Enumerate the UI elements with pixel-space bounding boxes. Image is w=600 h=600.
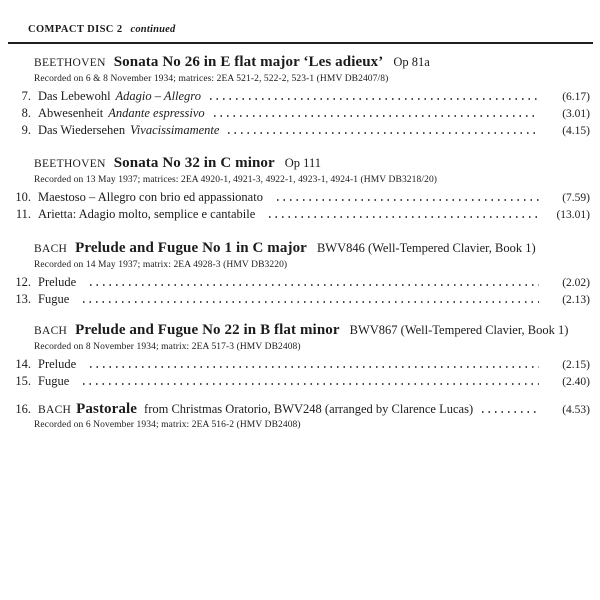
recording-note: Recorded on 6 & 8 November 1934; matrices: 2EA 521-2, 522-2, 523-1 (HMV DB2407/8) xyxy=(34,74,389,84)
work-section-bach-prelude-fugue-1 xyxy=(0,238,600,308)
track-title xyxy=(38,105,205,121)
work-heading xyxy=(34,153,600,174)
disc-header-continued: continued xyxy=(130,24,176,35)
work-section-beethoven-sonata-32 xyxy=(0,153,600,223)
composer-name: BACH xyxy=(34,243,68,255)
track-title-text: Fugue xyxy=(38,374,70,388)
dot-leader xyxy=(277,199,539,201)
track-title-text: Arietta: Adagio molto, semplice e cantabile xyxy=(38,207,256,221)
track-row xyxy=(0,373,590,390)
work-heading xyxy=(34,320,600,341)
track-row xyxy=(0,189,590,206)
track-title xyxy=(38,189,268,205)
work-title: Sonata No 26 in E flat major ‘Les adieux’ xyxy=(113,54,384,70)
work-catalog-number: BWV846 (Well-Tempered Clavier, Book 1) xyxy=(316,241,536,255)
track-row xyxy=(0,206,590,223)
track-title xyxy=(38,206,260,222)
work-title: Sonata No 32 in C minor xyxy=(113,155,275,171)
work-subtitle: from Christmas Oratorio, BWV248 (arranged by Clarence Lucas) xyxy=(144,402,474,416)
dot-leader xyxy=(90,284,539,286)
track-number: 16. xyxy=(15,402,31,416)
work-catalog-number: Op 111 xyxy=(284,156,322,170)
track-title xyxy=(38,400,473,420)
work-section-bach-prelude-fugue-22 xyxy=(0,320,600,390)
recording-note: Recorded on 14 May 1937; matrix: 2EA 4928-3 (HMV DB3220) xyxy=(34,260,288,270)
work-catalog-number: Op 81a xyxy=(393,55,430,69)
track-number: 8. xyxy=(21,106,31,120)
track-title-text: Das Lebewohl xyxy=(38,89,111,103)
dot-leader xyxy=(269,216,539,218)
track-duration: (4.15) xyxy=(562,125,590,137)
work-heading xyxy=(34,52,600,73)
track-duration: (2.40) xyxy=(562,376,590,388)
track-duration: (7.59) xyxy=(562,192,590,204)
track-number: 7. xyxy=(21,89,31,103)
composer-name: BEETHOVEN xyxy=(34,57,106,69)
track-tempo: Adagio – Allegro xyxy=(115,89,201,103)
dot-leader xyxy=(83,301,539,303)
track-number: 10. xyxy=(15,190,31,204)
work-section-beethoven-sonata-26 xyxy=(0,52,600,139)
track-title xyxy=(38,122,219,138)
track-number: 15. xyxy=(15,374,31,388)
track-row xyxy=(0,274,590,291)
dot-leader xyxy=(214,115,539,117)
track-tempo: Andante espressivo xyxy=(108,106,205,120)
dot-leader xyxy=(482,411,539,413)
track-row xyxy=(0,356,590,373)
track-title-text: Maestoso – Allegro con brio ed appassionato xyxy=(38,190,263,204)
page-header xyxy=(28,24,600,36)
track-duration: (6.17) xyxy=(562,91,590,103)
track-number: 14. xyxy=(15,357,31,371)
track-title xyxy=(38,274,81,290)
track-title xyxy=(38,373,74,389)
track-duration: (2.15) xyxy=(562,359,590,371)
track-number: 11. xyxy=(15,207,31,221)
header-rule xyxy=(8,42,593,44)
track-title xyxy=(38,356,81,372)
dot-leader xyxy=(90,366,539,368)
track-row xyxy=(0,105,590,122)
track-row xyxy=(0,400,590,420)
composer-name: BACH xyxy=(34,325,68,337)
work-section-bach-pastorale xyxy=(0,400,600,431)
dot-leader xyxy=(210,98,539,100)
recording-note: Recorded on 6 November 1934; matrix: 2EA 516-2 (HMV DB2408) xyxy=(34,420,301,430)
track-title-text: Prelude xyxy=(38,357,77,371)
recording-note: Recorded on 13 May 1937; matrices: 2EA 4920-1, 4921-3, 4922-1, 4923-1, 4924-1 (HMV DB3218/20) xyxy=(34,175,438,185)
work-title: Prelude and Fugue No 22 in B flat minor xyxy=(75,322,340,338)
composer-name: BACH xyxy=(38,404,72,416)
track-title-text: Abwesenheit xyxy=(38,106,104,120)
track-duration: (13.01) xyxy=(556,209,590,221)
track-title-text: Prelude xyxy=(38,275,77,289)
track-duration: (2.13) xyxy=(562,294,590,306)
disc-header-label: COMPACT DISC 2 xyxy=(28,24,123,35)
track-title xyxy=(38,88,201,104)
track-row xyxy=(0,291,590,308)
dot-leader xyxy=(83,383,539,385)
track-duration: (3.01) xyxy=(562,108,590,120)
work-catalog-number: BWV867 (Well-Tempered Clavier, Book 1) xyxy=(349,323,569,337)
work-heading xyxy=(34,238,600,259)
track-row xyxy=(0,88,590,105)
dot-leader xyxy=(228,132,539,134)
track-duration: (2.02) xyxy=(562,277,590,289)
composer-name: BEETHOVEN xyxy=(34,158,106,170)
track-number: 9. xyxy=(21,123,31,137)
track-number: 13. xyxy=(15,292,31,306)
track-title-text: Das Wiedersehen xyxy=(38,123,126,137)
track-row xyxy=(0,122,590,139)
track-title-text: Fugue xyxy=(38,292,70,306)
work-title: Pastorale xyxy=(76,401,138,417)
work-title: Prelude and Fugue No 1 in C major xyxy=(75,240,307,256)
track-tempo: Vivacissimamente xyxy=(130,123,220,137)
track-title xyxy=(38,291,74,307)
track-duration: (4.53) xyxy=(562,404,590,416)
track-number: 12. xyxy=(15,275,31,289)
recording-note: Recorded on 8 November 1934; matrix: 2EA 517-3 (HMV DB2408) xyxy=(34,342,301,352)
